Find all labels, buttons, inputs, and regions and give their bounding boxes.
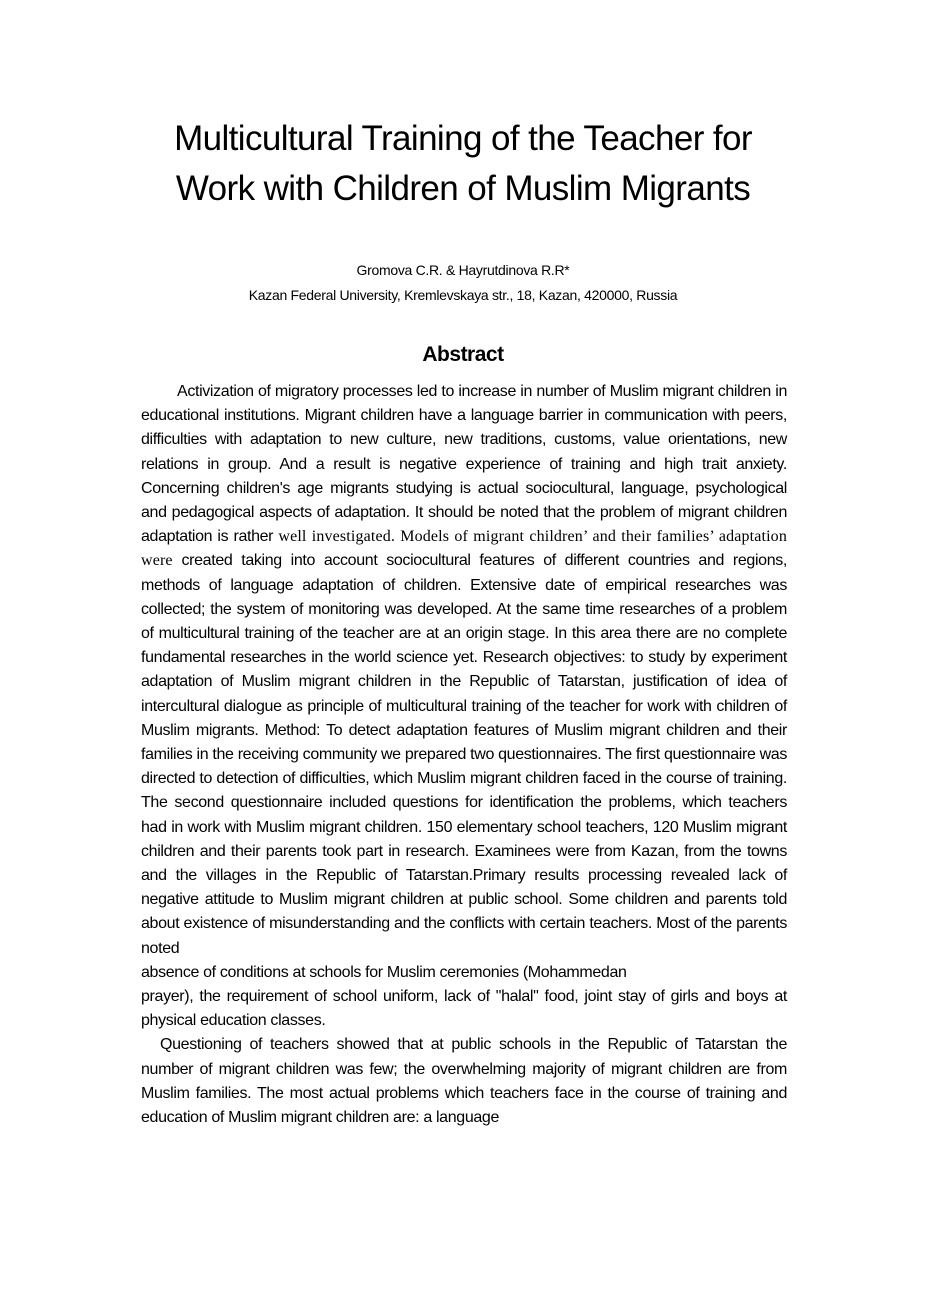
paragraph-1-part-2: created taking into account sociocultural features of different countries and regions, methods of language adaptation of children. Extensive date of empirical researches was collected; the system of monitoring was developed. At the same time researches of a problem of multicultural training of the teacher are at an origin stage. In this area there are no complete fundamental researches in the world science yet. Research objectives: to study by experiment adaptation of Muslim migrant children in the Republic of Tatarstan, justification of idea of intercultural dialogue as principle of multicultural training of the teacher for work with children of Muslim migrants. Method: To detect adaptation features of Muslim migrant children and their families in the receiving community we prepared two questionnaires. The first questionnaire was directed to detection of difficulties, which Muslim migrant children faced in the course of training. The second questionnaire included questions for identification the problems, which teachers had in work with Muslim migrant children. 150 elementary school teachers, 120 Muslim migrant children and their parents took part in research. Examinees were from Kazan, from the towns and the villages in the Republic of Tatarstan.Primary results processing revealed lack of negative attitude to Muslim migrant children at public school. Some children and parents told about existence of misunderstanding and the conflicts with certain teachers. Most of the parents noted [141, 552, 787, 957]
title-line-1: Multicultural Training of the Teacher for [174, 119, 752, 158]
abstract-paragraph-2: Questioning of teachers showed that at public schools in the Republic of Tatarstan the number of migrant children was few; the overwhelming majority of migrant children are from Muslim families. The most actual problems which teachers face in the course of training and education of Muslim migrant children are: a language [141, 1036, 787, 1127]
title-line-2: Work with Children of Muslim Migrants [175, 169, 751, 208]
affiliation: Kazan Federal University, Kremlevskaya str., 18, Kazan, 420000, Russia [248, 287, 678, 303]
abstract-paragraph-1 [141, 380, 787, 1033]
paragraph-1-part-4: prayer), the requirement of school uniform, lack of "halal" food, joint stay of girls and boys at physical education classes. [141, 988, 787, 1030]
paragraph-1-part-1: Activization of migratory processes led to increase in number of Muslim migrant children in educational institutions. Migrant children have a language barrier in communication with peers, difficulties with adaptation to new culture, new traditions, customs, value orientations, new relations in group. And a result is negative experience of training and high trait anxiety. Concerning children's age migrants studying is actual sociocultural, language, psychological and pedagogical aspects of adaptation. It should be noted that the problem of migrant children adaptation is rather [141, 383, 787, 546]
authors: Gromova C.R. & Hayrutdinova R.R* [356, 262, 570, 278]
paragraph-1-part-3: absence of conditions at schools for Muslim ceremonies (Mohammedan [141, 963, 627, 981]
abstract-body [141, 380, 787, 1130]
paragraph-1-serif-run: well investigated. Models of migrant children’ and their families’ adaptation were [141, 528, 787, 570]
paper-title [100, 114, 826, 214]
abstract-heading: Abstract [422, 343, 504, 366]
